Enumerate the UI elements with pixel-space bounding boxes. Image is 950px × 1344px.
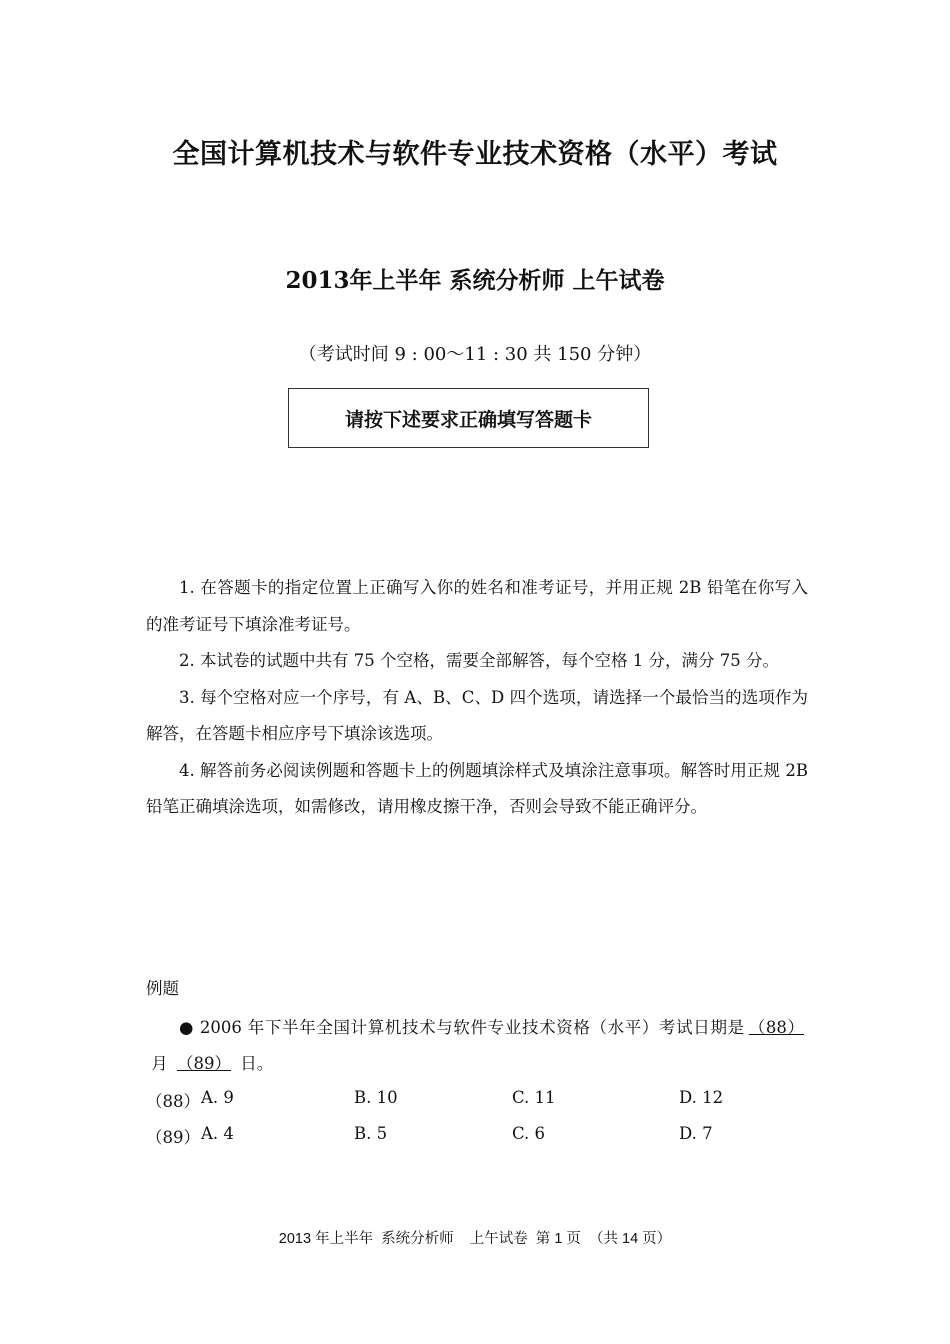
question-text: ● 2006 年下半年全国计算机技术与软件专业技术资格（水平）考试日期是 (179, 1018, 745, 1037)
notice-text: 请按下述要求正确填写答题卡 (344, 408, 592, 431)
example-label: 例题 (146, 979, 179, 998)
option-c: C. 6 (512, 1124, 546, 1143)
option-d: D. 7 (679, 1124, 713, 1143)
option-b: B. 5 (354, 1124, 388, 1143)
example-question (146, 1010, 808, 1082)
instruction-item: 4. 解答前务必阅读例题和答题卡上的例题填涂样式及填涂注意事项。解答时用正规 2B 铅笔正确填涂选项，如需修改，请用橡皮擦干净，否则会导致不能正确评分。 (146, 760, 808, 816)
option-a: A. 4 (201, 1124, 234, 1143)
option-number: （89） (146, 1128, 200, 1147)
exam-time: （考试时间 9 : 00～11 : 30 共 150 分钟） (298, 344, 652, 365)
instruction-item: 3. 每个空格对应一个序号，有 A、B、C、D 四个选项，请选择一个最恰当的选项作为解答，在答题卡相应序号下填涂该选项。 (146, 687, 808, 743)
option-c: C. 11 (512, 1088, 556, 1107)
instructions (146, 570, 808, 826)
blank-88: （88） (748, 1018, 804, 1037)
paper-subtitle: 2013年上半年 系统分析师 上午试卷 (285, 267, 665, 294)
option-b: B. 10 (354, 1088, 398, 1107)
document-title: 全国计算机技术与软件专业技术资格（水平）考试 (172, 139, 778, 170)
option-a: A. 9 (201, 1088, 234, 1107)
page-footer: 2013 年上半年 系统分析师 上午试卷 第 1 页 （共 14 页） (278, 1231, 672, 1247)
instruction-item: 2. 本试卷的试题中共有 75 个空格，需要全部解答，每个空格 1 分，满分 75 分。 (179, 651, 779, 670)
option-row-88 (146, 1088, 808, 1118)
option-row-89 (146, 1124, 808, 1154)
option-d: D. 12 (679, 1088, 724, 1107)
question-text-suffix: 日。 (235, 1054, 274, 1073)
answer-sheet-notice-box (288, 388, 649, 448)
question-text-middle: 月 (146, 1054, 173, 1073)
instruction-item: 1. 在答题卡的指定位置上正确写入你的姓名和准考证号，并用正规 2B 铅笔在你写入的准考证号下填涂准考证号。 (146, 578, 808, 634)
option-number: （88） (146, 1092, 200, 1111)
blank-89: （89） (177, 1054, 231, 1073)
